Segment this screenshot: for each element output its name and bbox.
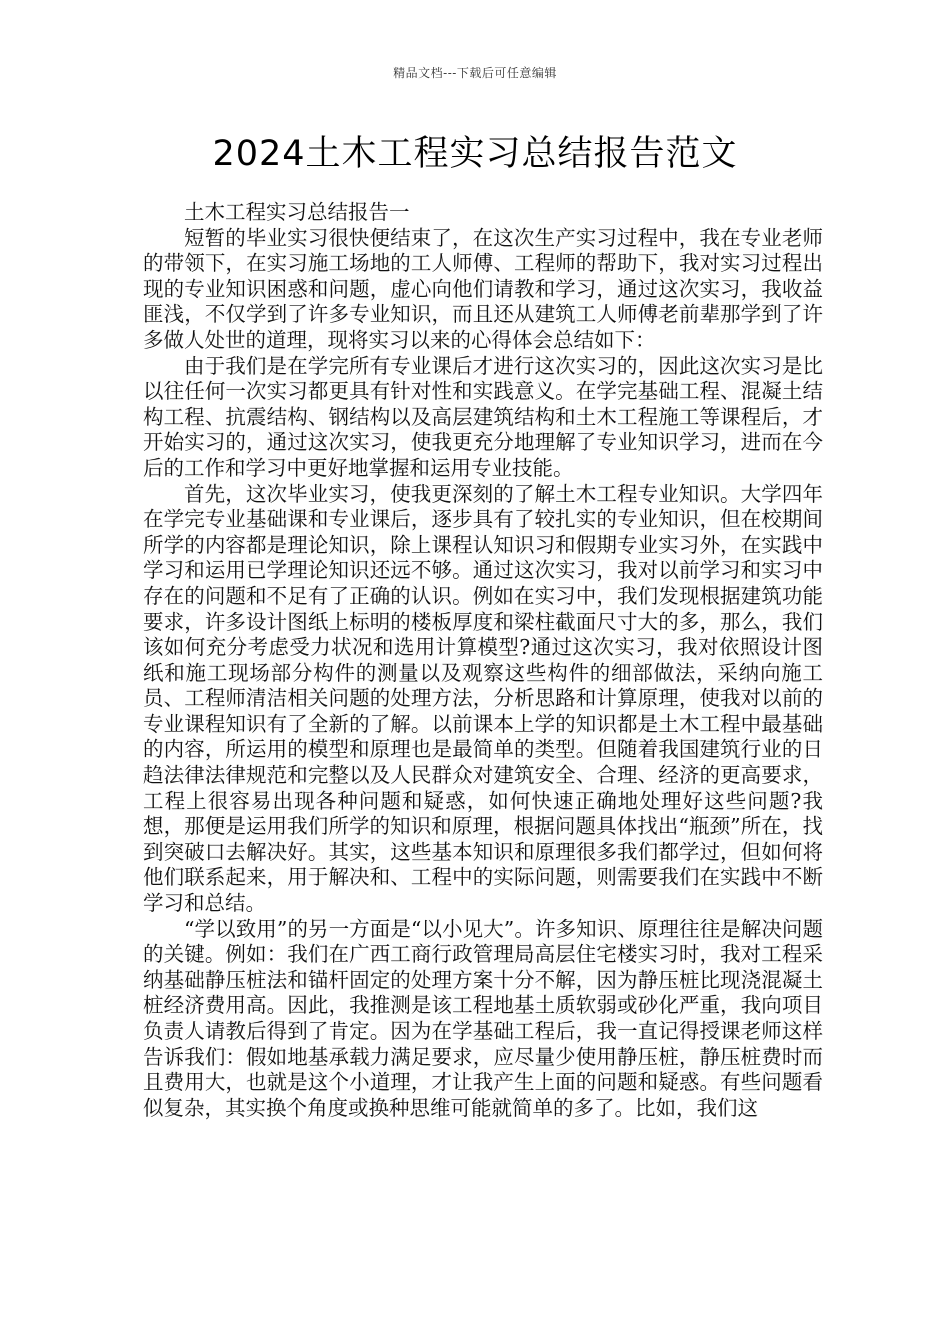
page-header-note: 精品文档---下载后可任意编辑 xyxy=(393,66,557,80)
document-body xyxy=(143,200,823,1121)
body-paragraph: 短暂的毕业实习很快便结束了，在这次生产实习过程中，我在专业老师的带领下，在实习施工场地的工人师傅、工程师的帮助下，我对实习过程出现的专业知识困惑和问题，虚心向他们请教和学习，通过这次实习，我收益匪浅，不仅学到了许多专业知识，而且还从建筑工人师傅老前辈那学到了许多做人处世的道理，现将实习以来的心得体会总结如下： xyxy=(143,225,823,352)
body-paragraph: 由于我们是在学完所有专业课后才进行这次实习的，因此这次实习是比以往任何一次实习都更具有针对性和实践意义。在学完基础工程、混凝土结构工程、抗震结构、钢结构以及高层建筑结构和土木工程施工等课程后，才开始实习的，通过这次实习，使我更充分地理解了专业知识学习，进而在今后的工作和学习中更好地掌握和运用专业技能。 xyxy=(143,353,823,480)
body-paragraph: 首先，这次毕业实习，使我更深刻的了解土木工程专业知识。大学四年在学完专业基础课和专业课后，逐步具有了较扎实的专业知识，但在校期间所学的内容都是理论知识，除上课程认知识习和假期专业实习外，在实践中学习和运用已学理论知识还远不够。通过这次实习，我对以前学习和实习中存在的问题和不足有了正确的认识。例如在实习中，我们发现根据建筑功能要求，许多设计图纸上标明的楼板厚度和梁柱截面尺寸大的多，那么，我们该如何充分考虑受力状况和选用计算模型?通过这次实习，我对依照设计图纸和施工现场部分构件的测量以及观察这些构件的细部做法，采纳向施工员、工程师清洁相关问题的处理方法，分析思路和计算原理，使我对以前的专业课程知识有了全新的了解。以前课本上学的知识都是土木工程中最基础的内容，所运用的模型和原理也是最简单的类型。但随着我国建筑行业的日趋法律法律规范和完整以及人民群众对建筑安全、合理、经济的更高要求，工程上很容易出现各种问题和疑惑，如何快速正确地处理好这些问题?我想，那便是运用我们所学的知识和原理，根据问题具体找出“瓶颈”所在，找到突破口去解决好。其实，这些基本知识和原理很多我们都学过，但如何将他们联系起来，用于解决和、工程中的实际问题，则需要我们在实践中不断学习和总结。 xyxy=(143,481,823,916)
section-heading: 土木工程实习总结报告一 xyxy=(184,200,410,224)
body-paragraph: “学以致用”的另一方面是“以小见大”。许多知识、原理往往是解决问题的关键。例如：我们在广西工商行政管理局高层住宅楼实习时，我对工程采纳基础静压桩法和锚杆固定的处理方案十分不解，因为静压桩比现浇混凝土桩经济费用高。因此，我推测是该工程地基土质软弱或砂化严重，我向项目负责人请教后得到了肯定。因为在学基础工程后，我一直记得授课老师这样告诉我们：假如地基承载力满足要求，应尽量少使用静压桩，静压桩费时而且费用大，也就是这个小道理，才让我产生上面的问题和疑惑。有些问题看似复杂，其实换个角度或换种思维可能就简单的多了。比如，我们这 xyxy=(143,916,823,1120)
document-title: 2024土木工程实习总结报告范文 xyxy=(212,134,738,174)
